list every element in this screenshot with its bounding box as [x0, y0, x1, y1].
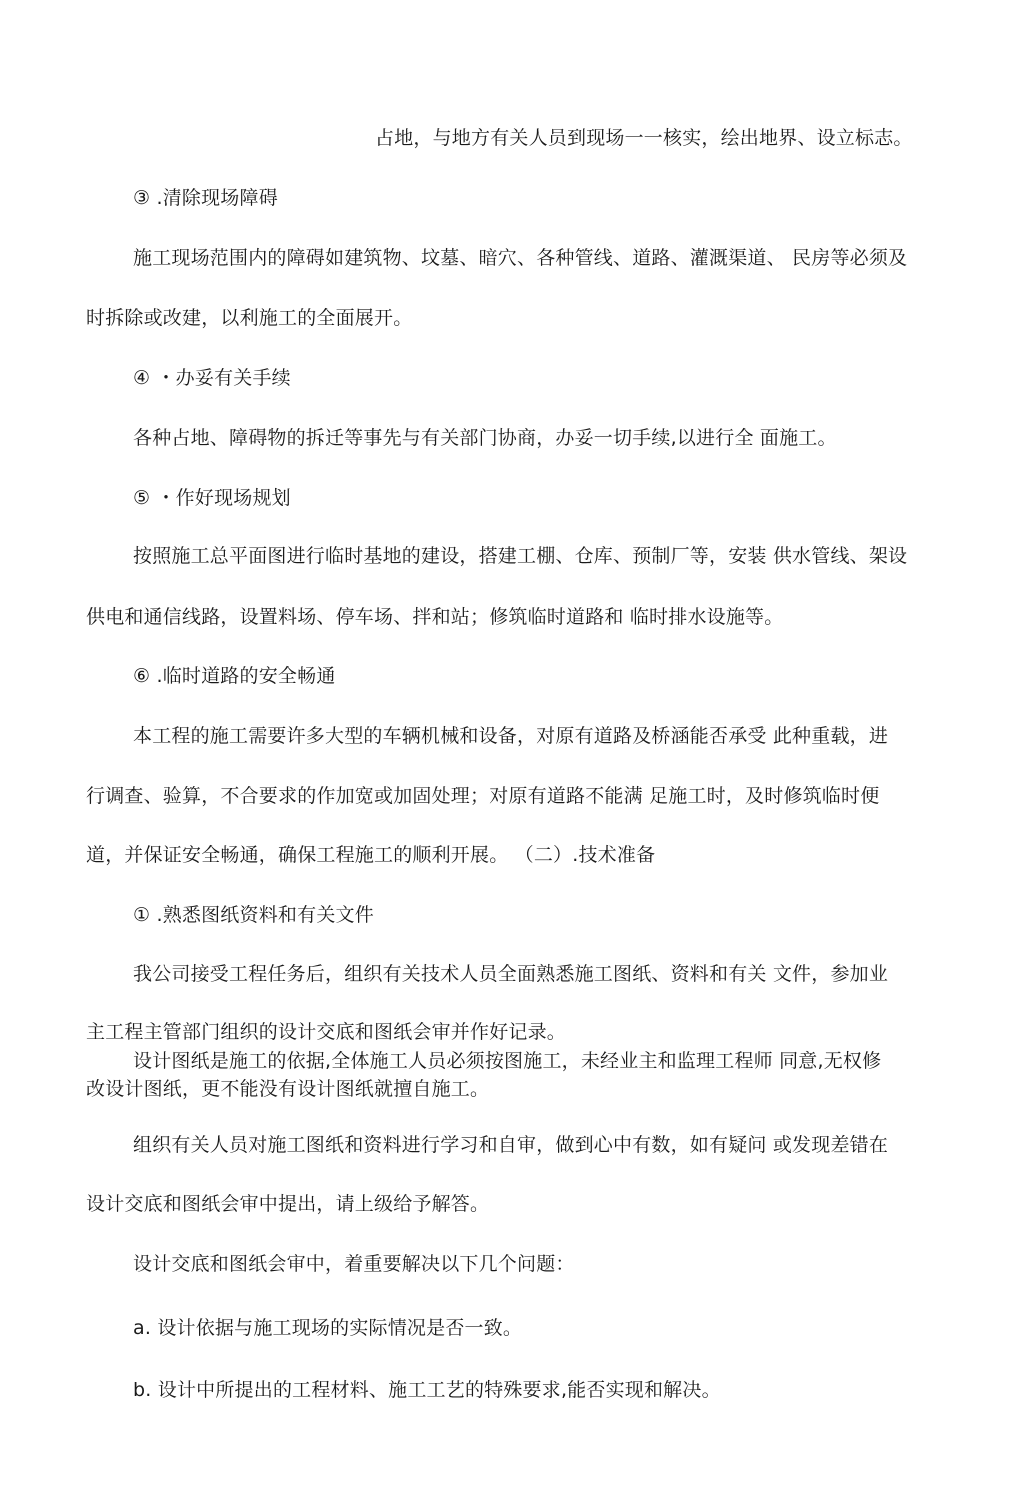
- text-line: 各种占地、障碍物的拆迁等事先与有关部门协商，办妥一切手续,以进行全 面施工。: [133, 427, 837, 449]
- text-line: 时拆除或改建，以利施工的全面展开。: [86, 307, 413, 329]
- text-line: 按照施工总平面图进行临时基地的建设，搭建工棚、仓库、预制厂等，安装 供水管线、架设: [133, 545, 908, 567]
- text-line: 设计图纸是施工的依据,全体施工人员必须按图施工，未经业主和监理工程师 同意,无权修: [133, 1050, 882, 1072]
- text-line: 组织有关人员对施工图纸和资料进行学习和自审，做到心中有数，如有疑问 或发现差错在: [133, 1134, 889, 1156]
- text-line: 主工程主管部门组织的设计交底和图纸会审并作好记录。: [86, 1021, 567, 1043]
- heading-clear-obstacles: ③ .清除现场障碍: [133, 187, 278, 209]
- text-line: 施工现场范围内的障碍如建筑物、坟墓、暗穴、各种管线、道路、灌溉渠道、 民房等必须及: [133, 247, 908, 269]
- text-line: 我公司接受工程任务后，组织有关技术人员全面熟悉施工图纸、资料和有关 文件，参加业: [133, 963, 889, 985]
- text-line: 改设计图纸，更不能没有设计图纸就擅自施工。: [86, 1078, 490, 1100]
- text-line: 行调查、验算，不合要求的作加宽或加固处理；对原有道路不能满 足施工时，及时修筑临时便: [86, 785, 880, 807]
- list-item-a: a. 设计依据与施工现场的实际情况是否一致。: [133, 1317, 523, 1339]
- heading-site-planning: ⑤ ・作好现场规划: [133, 487, 291, 509]
- heading-procedures: ④ ・办妥有关手续: [133, 367, 291, 389]
- text-line: 供电和通信线路，设置料场、停车场、拌和站；修筑临时道路和 临时排水设施等。: [86, 606, 784, 628]
- heading-temporary-roads: ⑥ .临时道路的安全畅通: [133, 665, 336, 687]
- list-item-b: b. 设计中所提出的工程材料、施工工艺的特殊要求,能否实现和解决。: [133, 1379, 721, 1401]
- text-line-land-boundary: 占地，与地方有关人员到现场一一核实，绘出地界、设立标志。: [375, 127, 913, 149]
- text-line: 本工程的施工需要许多大型的车辆机械和设备，对原有道路及桥涵能否承受 此种重载，进: [133, 725, 889, 747]
- text-line: 设计交底和图纸会审中提出，请上级给予解答。: [86, 1193, 490, 1215]
- text-line: 道，并保证安全畅通，确保工程施工的顺利开展。 （二）.技术准备: [86, 844, 656, 866]
- text-line: 设计交底和图纸会审中，着重要解决以下几个问题：: [133, 1253, 575, 1275]
- heading-familiarize-drawings: ① .熟悉图纸资料和有关文件: [133, 904, 374, 926]
